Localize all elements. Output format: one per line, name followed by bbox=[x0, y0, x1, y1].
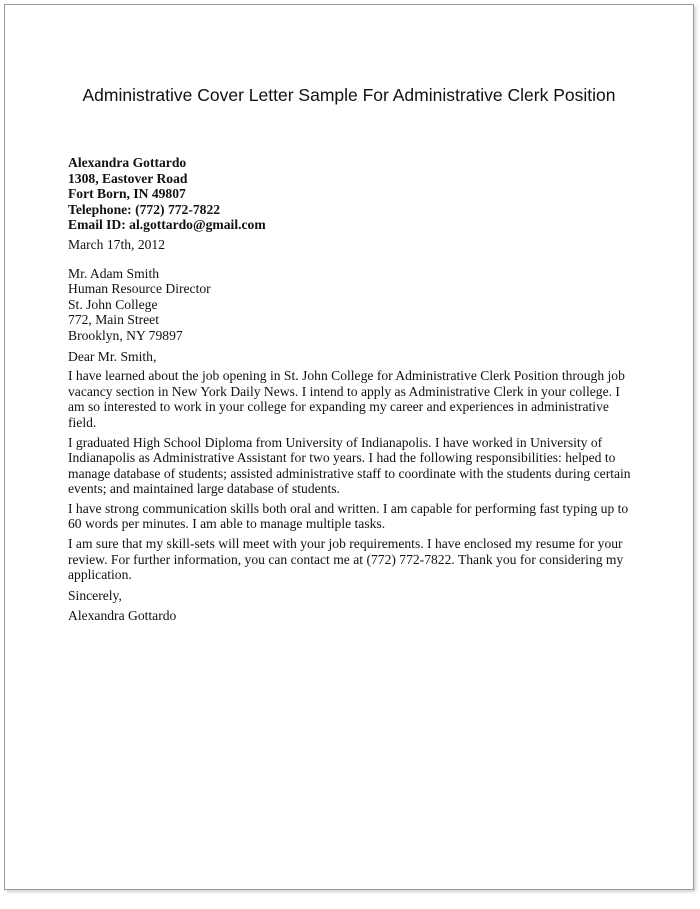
letter-body bbox=[68, 155, 643, 624]
closing: Sincerely, bbox=[68, 587, 122, 603]
paragraph-line: vacancy section in New York Daily News. I intend to apply as Administrative Clerk in your college. I bbox=[68, 383, 620, 399]
paragraph-line: manage database of students; assisted administrative staff to coordinate with the students during certain bbox=[68, 465, 631, 481]
recipient-name: Mr. Adam Smith bbox=[68, 265, 160, 281]
paragraph-4 bbox=[68, 536, 643, 583]
paragraph-3 bbox=[68, 501, 643, 532]
paragraph-line: I am sure that my skill-sets will meet with your job requirements. I have enclosed my resume for your bbox=[68, 536, 623, 552]
document-page bbox=[4, 4, 694, 890]
paragraph-line: events; and maintained large database of students. bbox=[68, 481, 340, 497]
recipient-city: Brooklyn, NY 79897 bbox=[68, 327, 183, 343]
paragraph-line: I have strong communication skills both oral and written. I am capable for performing fast typing up to bbox=[68, 500, 629, 516]
paragraph-line: I graduated High School Diploma from University of Indianapolis. I have worked in University of bbox=[68, 434, 603, 450]
paragraph-line: application. bbox=[68, 567, 132, 583]
signature: Alexandra Gottardo bbox=[68, 608, 177, 624]
sender-email: Email ID: al.gottardo@gmail.com bbox=[68, 217, 266, 233]
paragraph-line: field. bbox=[68, 414, 97, 430]
paragraph-line: 60 words per minutes. I am able to manage multiple tasks. bbox=[68, 516, 386, 532]
recipient-street: 772, Main Street bbox=[68, 312, 159, 328]
salutation: Dear Mr. Smith, bbox=[68, 348, 157, 364]
sender-address bbox=[68, 155, 643, 233]
letter-date: March 17th, 2012 bbox=[68, 236, 166, 252]
recipient-address bbox=[68, 266, 643, 344]
recipient-title: Human Resource Director bbox=[68, 281, 211, 297]
paragraph-line: I have learned about the job opening in St. John College for Administrative Clerk Position through job bbox=[68, 368, 625, 384]
sender-name: Alexandra Gottardo bbox=[68, 155, 187, 170]
paragraph-line: Indianapolis as Administrative Assistant for two years. I had the following responsibilities: helped to bbox=[68, 450, 616, 466]
sender-street: 1308, Eastover Road bbox=[68, 170, 188, 186]
sender-city: Fort Born, IN 49807 bbox=[68, 186, 186, 202]
paragraph-line: am so interested to work in your college for expanding my career and experiences in administrative bbox=[68, 399, 609, 415]
paragraph-2 bbox=[68, 435, 643, 497]
document-title: Administrative Cover Letter Sample For Administrative Clerk Position bbox=[82, 85, 616, 105]
recipient-organization: St. John College bbox=[68, 296, 158, 312]
paragraph-line: review. For further information, you can contact me at (772) 772-7822. Thank you for considering my bbox=[68, 551, 624, 567]
sender-telephone: Telephone: (772) 772-7822 bbox=[68, 201, 221, 217]
paragraph-1 bbox=[68, 368, 643, 430]
